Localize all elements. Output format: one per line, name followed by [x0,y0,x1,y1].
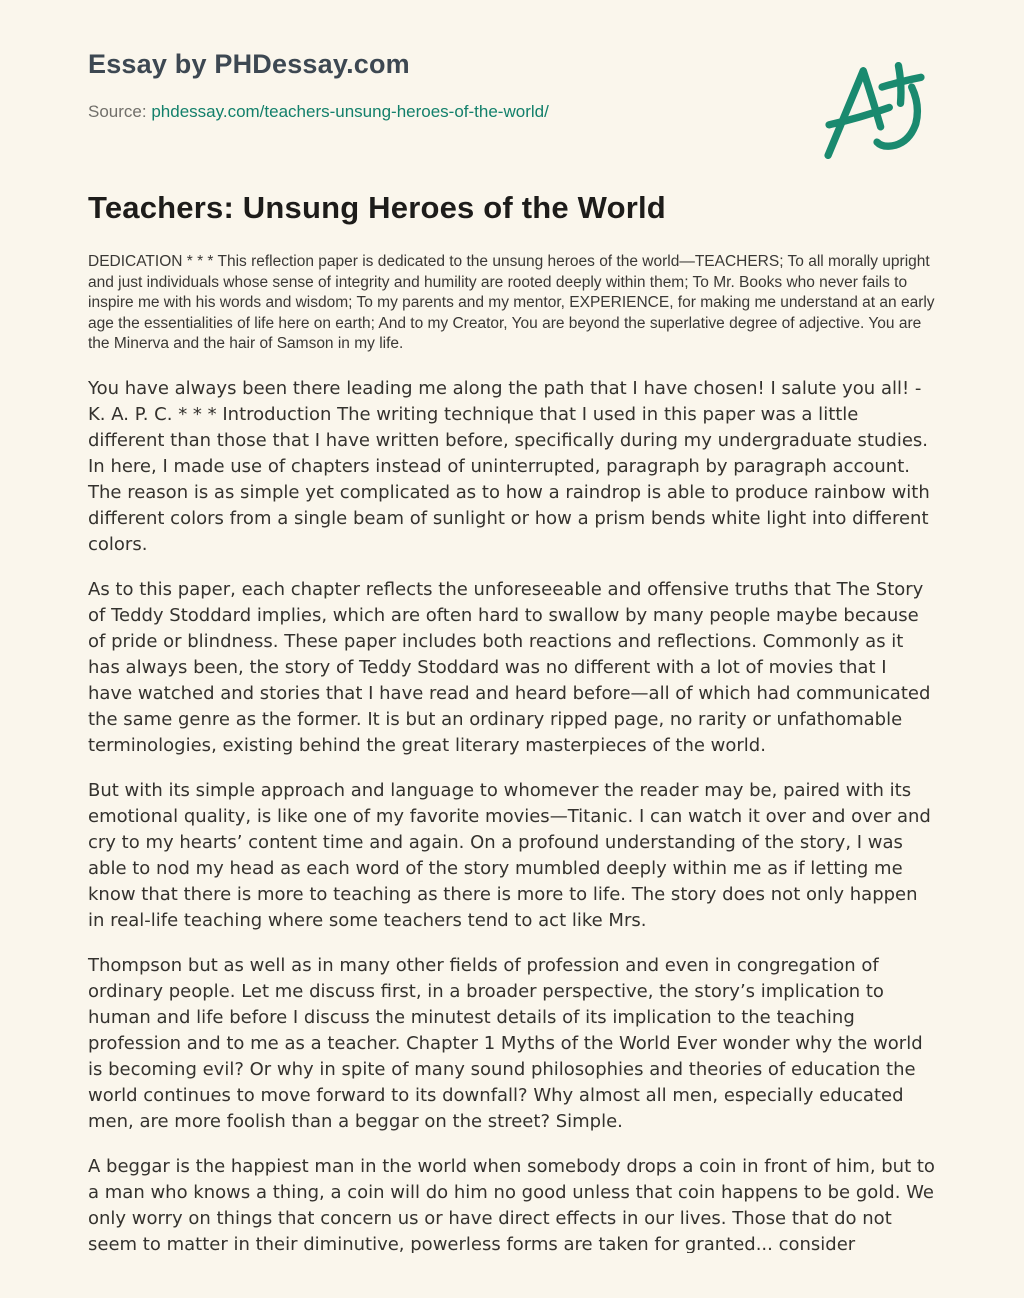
essay-paragraph: Thompson but as well as in many other fields of profession and even in congregation of ordinary people. Let me discuss first, in a broader perspective, the story’s implication to human and life before I discuss the minutest details of its implication to the teaching profession and to me as a teacher. Chapter 1 Myths of the World Ever wonder why the world is becoming evil? Or why in spite of many sound philosophies and theories of education the world continues to move forward to its downfall? Why almost all men, especially educated men, are more foolish than a beggar on the street? Simple. [88,954,923,1132]
source-line [88,101,936,123]
essay-paragraph: A beggar is the happiest man in the world when somebody drops a coin in front of him, but to a man who knows a thing, a coin will do him no good unless that coin happens to be gold. We only worry on things that concern us or have direct effects in our lives. Those that do not seem to matter in their diminutive, powerless forms are taken for granted... consider [88,1155,935,1253]
essay-paragraph: As to this paper, each chapter reflects the unforeseeable and offensive truths that The Story of Teddy Stoddard implies, which are often hard to swallow by many people maybe because of pride or blindness. These paper includes both reactions and reflections. Commonly as it has always been, the story of Teddy Stoddard was no different with a lot of movies that I have watched and stories that I have read and heard before—all of which had communicated the same genre as the former. It is but an ordinary ripped page, no rarity or unfathomable terminologies, existing behind the great literary masterpieces of the world. [88,578,931,756]
page-header [88,48,936,123]
essay-paragraph: But with its simple approach and language to whomever the reader may be, paired with its emotional quality, is like one of my favorite movies—Titanic. I can watch it over and over and cry to my hearts’ content time and again. On a profound understanding of the story, I was able to nod my head as each word of the story mumbled deeply within me as if letting me know that there is more to teaching as there is more to life. The story does not only happen in real-life teaching where some teachers tend to act like Mrs. [88,779,931,931]
site-title: Essay by PHDessay.com [88,49,410,79]
dedication-paragraph: DEDICATION * * * This reflection paper is dedicated to the unsung heroes of the world—TEACHERS; To all morally upright and just individuals whose sense of integrity and humility are rooted deeply within them; To Mr. Books who never fails to inspire me with his words and wisdom; To my parents and my mentor, EXPERIENCE, for making me understand at an early age the essentialities of life here on earth; And to my Creator, You are beyond the superlative degree of adjective. You are the Minerva and the hair of Samson in my life. [88,253,935,352]
essay-paragraph: You have always been there leading me along the path that I have chosen! I salute you all! - K. A. P. C. * * * Introduction The writing technique that I used in this paper was a little different than those that I have written before, specifically during my undergraduate studies. In here, I made use of chapters instead of uninterrupted, paragraph by paragraph account. The reason is as simple yet complicated as to how a raindrop is able to produce rainbow with different colors from a single beam of sunlight or how a prism bends white light into different colors. [88,377,930,555]
essay-title: Teachers: Unsung Heroes of the World [88,190,666,225]
source-url-link[interactable]: phdessay.com/teachers-unsung-heroes-of-the-world/ [151,102,549,121]
source-label: Source: [88,102,147,121]
a-plus-logo-icon [824,62,926,160]
